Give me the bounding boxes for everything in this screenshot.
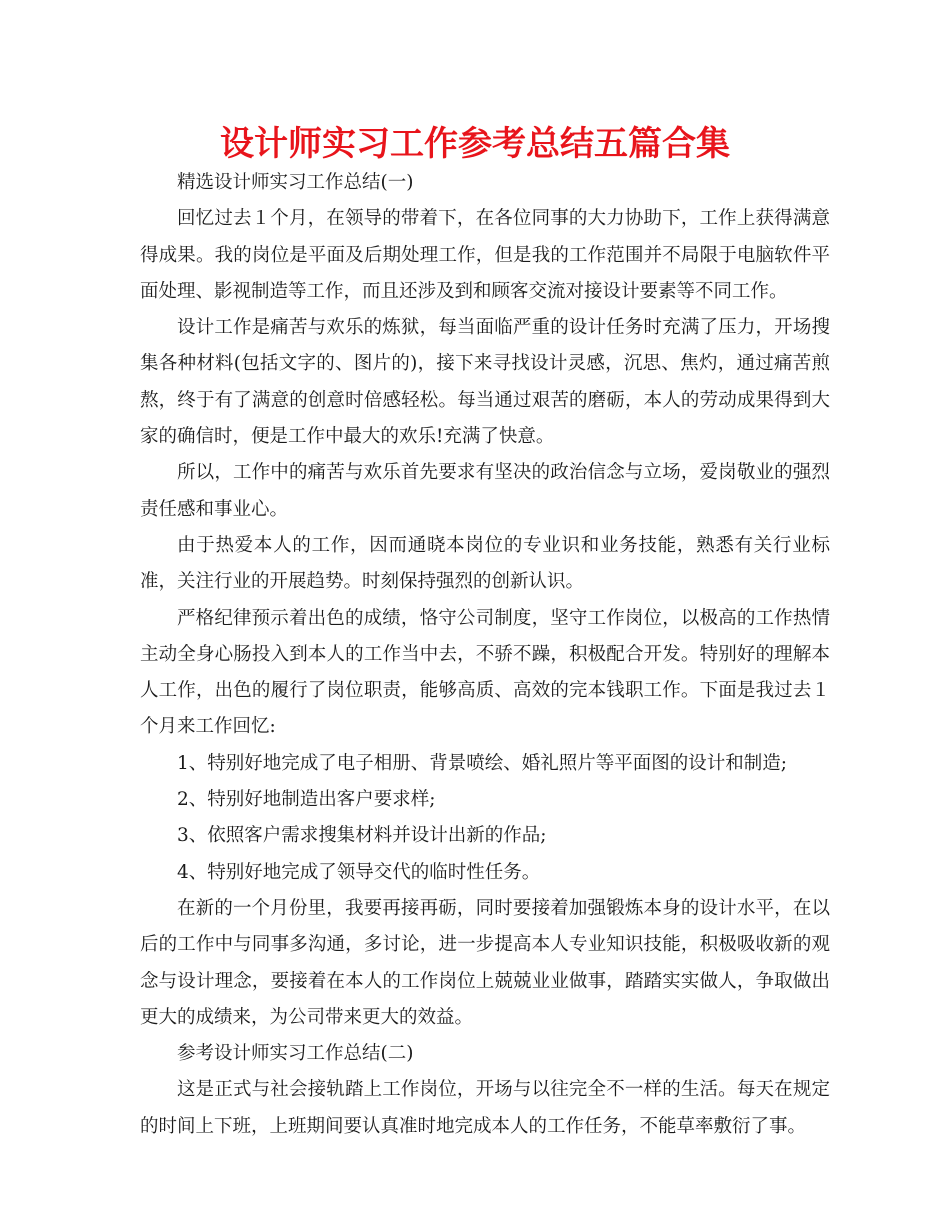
section-heading: 参考设计师实习工作总结(二)	[177, 1043, 414, 1065]
paragraph: 这是正式与社会接轨踏上工作岗位，开场与以往完全不一样的生活。每天在规定的时间上下班，上班期间要认真准时地完成本人的工作任务，不能草率敷衍了事。	[140, 1079, 830, 1137]
list-item: 2、特别好地制造出客户要求样;	[177, 789, 436, 811]
paragraph: 所以，工作中的痛苦与欢乐首先要求有坚决的政治信念与立场，爱岗敬业的强烈责任感和事业心。	[140, 462, 830, 520]
list-item: 3、依照客户需求搜集材料并设计出新的作品;	[177, 825, 547, 847]
document-title: 设计师实习工作参考总结五篇合集	[220, 124, 730, 164]
list-item: 1、特别好地完成了电子相册、背景喷绘、婚礼照片等平面图的设计和制造;	[177, 752, 788, 774]
paragraph: 设计工作是痛苦与欢乐的炼狱，每当面临严重的设计任务时充满了压力，开场搜集各种材料(包括文字的、图片的)，接下来寻找设计灵感，沉思、焦灼，通过痛苦煎熬，终于有了满意的创意时倍感轻松。每当通过艰苦的磨砺，本人的劳动成果得到大家的确信时，便是工作中最大的欢乐!充满了快意。	[140, 317, 830, 448]
section-heading: 精选设计师实习工作总结(一)	[177, 172, 414, 193]
document-body	[140, 165, 830, 1145]
list-item: 4、特别好地完成了领导交代的临时性任务。	[177, 861, 541, 883]
paragraph: 回忆过去１个月，在领导的带着下，在各位同事的大力协助下，工作上获得满意得成果。我的岗位是平面及后期处理工作，但是我的工作范围并不局限于电脑软件平面处理、影视制造等工作，而且还涉及到和顾客交流对接设计要素等不同工作。	[140, 208, 830, 302]
paragraph: 由于热爱本人的工作，因而通晓本岗位的专业识和业务技能，熟悉有关行业标准，关注行业的开展趋势。时刻保持强烈的创新认识。	[140, 534, 830, 593]
paragraph: 在新的一个月份里，我要再接再砺，同时要接着加强锻炼本身的设计水平，在以后的工作中与同事多沟通，多讨论，进一步提高本人专业知识技能，积极吸收新的观念与设计理念，要接着在本人的工作岗位上兢兢业业做事，踏踏实实做人，争取做出更大的成绩来，为公司带来更大的效益。	[140, 897, 830, 1028]
paragraph: 严格纪律预示着出色的成绩，恪守公司制度，坚守工作岗位，以极高的工作热情主动全身心肠投入到本人的工作当中去，不骄不躁，积极配合开发。特别好的理解本人工作，出色的履行了岗位职责，能够高质、高效的完本钱职工作。下面是我过去１个月来工作回忆:	[140, 607, 830, 738]
